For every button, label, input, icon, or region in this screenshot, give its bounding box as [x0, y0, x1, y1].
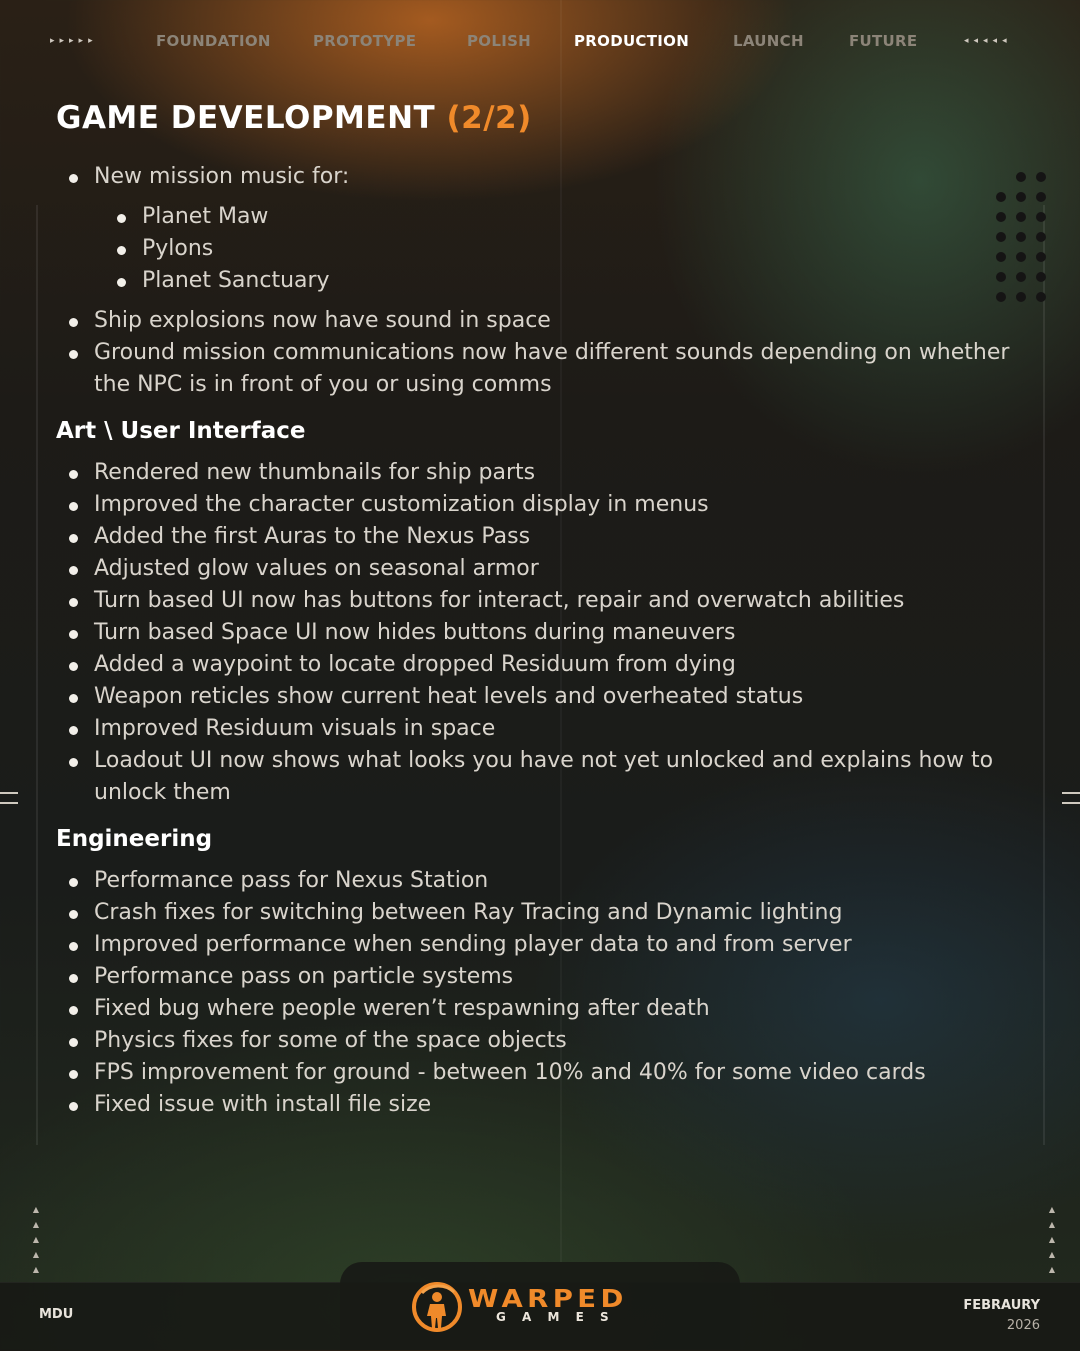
nav-right-arrows-icon: ◂◂◂◂◂ [964, 36, 1012, 46]
list-item: Performance pass for Nexus Station [94, 865, 1014, 897]
left-frame-line [36, 205, 38, 1145]
list-item: Performance pass on particle systems [94, 961, 1014, 993]
bullet-icon [69, 1038, 78, 1047]
grid-dot [1036, 272, 1046, 282]
list-item: Physics fixes for some of the space objects [94, 1025, 1014, 1057]
page-title-part: (2/2) [446, 100, 532, 136]
list-item: Fixed issue with install file size [94, 1089, 1014, 1121]
footer-year: 2026 [1006, 1318, 1040, 1333]
bullet-icon [69, 1006, 78, 1015]
right-frame-line [1043, 205, 1045, 1145]
right-edge-mark-2 [1062, 802, 1080, 804]
nav-item-production[interactable]: PRODUCTION [574, 32, 690, 50]
bullet-icon [117, 278, 126, 287]
grid-dot [1036, 172, 1046, 182]
bullet-icon [117, 214, 126, 223]
page-title-main: GAME DEVELOPMENT [56, 100, 436, 136]
list-item: Added the first Auras to the Nexus Pass [94, 521, 1014, 553]
bullet-icon [69, 534, 78, 543]
bullet-icon [69, 350, 78, 359]
bullet-icon [69, 758, 78, 767]
list-item: Improved performance when sending player data to and from server [94, 929, 1014, 961]
grid-dot [1016, 232, 1026, 242]
grid-dot [1036, 252, 1046, 262]
nav-item-future[interactable]: FUTURE [849, 32, 918, 50]
top-navigation [0, 28, 1080, 56]
bullet-icon [69, 318, 78, 327]
left-edge-mark-2 [0, 802, 18, 804]
list-item: Planet Sanctuary [142, 265, 1014, 297]
art-section [94, 457, 1014, 809]
list-item: Added a waypoint to locate dropped Residuum from dying [94, 649, 1014, 681]
bullet-icon [69, 598, 78, 607]
grid-dot [1016, 212, 1026, 222]
bullet-icon [69, 694, 78, 703]
grid-dot [1016, 192, 1026, 202]
bullet-icon [69, 942, 78, 951]
bullet-icon [69, 662, 78, 671]
bullet-icon [117, 246, 126, 255]
bullet-icon [69, 566, 78, 575]
grid-dot [1036, 192, 1046, 202]
footer-month: FEBRAURY [963, 1298, 1040, 1313]
list-item: Weapon reticles show current heat levels and overheated status [94, 681, 1014, 713]
list-item: Fixed bug where people weren’t respawning after death [94, 993, 1014, 1025]
bullet-icon [69, 878, 78, 887]
left-edge-mark [0, 792, 18, 794]
bullet-icon [69, 470, 78, 479]
bullet-icon [69, 1070, 78, 1079]
list-item: Adjusted glow values on seasonal armor [94, 553, 1014, 585]
list-item: Improved the character customization display in menus [94, 489, 1014, 521]
grid-dot [1036, 292, 1046, 302]
art-ui-heading: Art \ User Interface [56, 418, 306, 444]
list-item: Improved Residuum visuals in space [94, 713, 1014, 745]
audio-section [94, 161, 1014, 401]
engineering-section [94, 865, 1014, 1121]
footer-left-label: MDU [39, 1307, 74, 1322]
engineering-heading: Engineering [56, 826, 213, 852]
list-item: Ground mission communications now have different sounds depending on whether the NPC is in front of you or using comms [94, 337, 1014, 401]
nav-item-prototype[interactable]: PROTOTYPE [313, 32, 417, 50]
nav-item-foundation[interactable]: FOUNDATION [156, 32, 271, 50]
warped-games-logo [410, 1278, 680, 1336]
list-item: Ship explosions now have sound in space [94, 305, 1014, 337]
list-item: Turn based UI now has buttons for interact, repair and overwatch abilities [94, 585, 1014, 617]
bullet-icon [69, 1102, 78, 1111]
logo-subtitle: G A M E S [496, 1310, 615, 1324]
list-item: FPS improvement for ground - between 10% and 40% for some video cards [94, 1057, 1014, 1089]
grid-dot [1016, 292, 1026, 302]
bullet-icon [69, 974, 78, 983]
logo-wordmark: WARPED [468, 1284, 628, 1313]
bullet-icon [69, 630, 78, 639]
bullet-icon [69, 502, 78, 511]
grid-dot [1036, 232, 1046, 242]
grid-dot [1016, 252, 1026, 262]
bullet-icon [69, 174, 78, 183]
bullet-icon [69, 726, 78, 735]
nav-left-arrows-icon: ▸▸▸▸▸ [50, 36, 98, 46]
right-edge-mark [1062, 792, 1080, 794]
list-item: Planet Maw [142, 201, 1014, 233]
grid-dot [1016, 172, 1026, 182]
list-item: Crash fixes for switching between Ray Tracing and Dynamic lighting [94, 897, 1014, 929]
page-title [56, 100, 532, 136]
astronaut-logo-icon [410, 1280, 464, 1334]
list-item: Turn based Space UI now hides buttons during maneuvers [94, 617, 1014, 649]
right-triangle-stack-icon: ▲ ▲ ▲ ▲ ▲ [1048, 1205, 1056, 1274]
left-triangle-stack-icon: ▲ ▲ ▲ ▲ ▲ [32, 1205, 40, 1274]
list-item: Rendered new thumbnails for ship parts [94, 457, 1014, 489]
list-item: Pylons [142, 233, 1014, 265]
nav-item-polish[interactable]: POLISH [467, 32, 532, 50]
grid-dot [1036, 212, 1046, 222]
list-item: New mission music for: [94, 161, 1014, 193]
nav-item-launch[interactable]: LAUNCH [733, 32, 804, 50]
bullet-icon [69, 910, 78, 919]
grid-dot [1016, 272, 1026, 282]
list-item: Loadout UI now shows what looks you have not yet unlocked and explains how to unlock them [94, 745, 1014, 809]
